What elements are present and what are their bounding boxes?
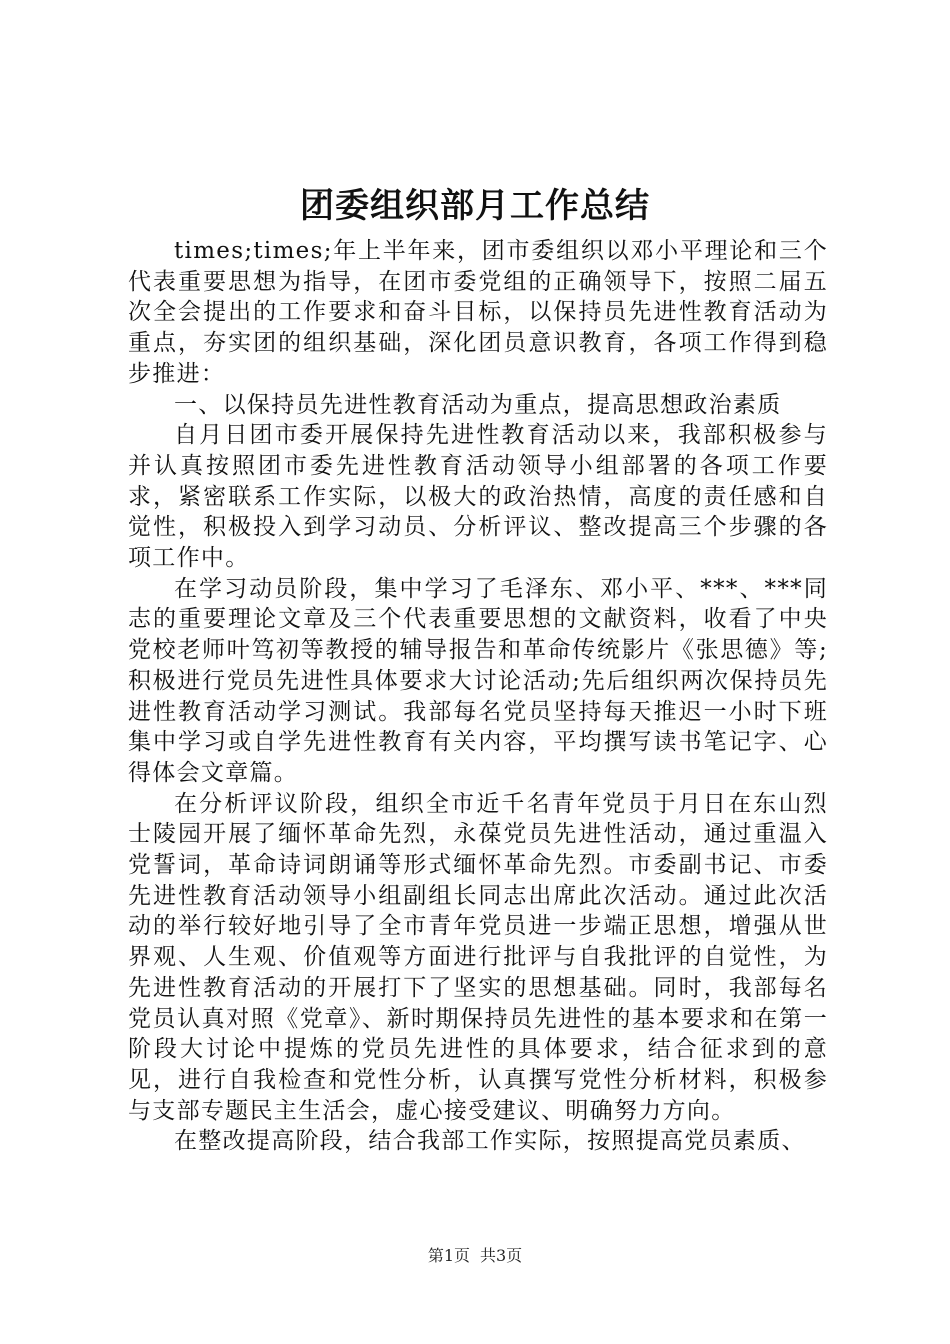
document-body [128, 236, 828, 1157]
page-total: 共3页 [480, 1246, 523, 1265]
paragraph-overview: 自月日团市委开展保持先进性教育活动以来，我部积极参与并认真按照团市委先进性教育活动领导小组部署的各项工作要求，紧密联系工作实际，以极大的政治热情，高度的责任感和自觉性，积极投入到学习动员、分析评议、整改提高三个步骤的各项工作中。 [128, 422, 828, 572]
paragraph-review-stage: 在分析评议阶段，组织全市近千名青年党员于月日在东山烈士陵园开展了缅怀革命先烈，永葆党员先进性活动，通过重温入党誓词，革命诗词朗诵等形式缅怀革命先烈。市委副书记、市委先进性教育活动领导小组副组长同志出席此次活动。通过此次活动的举行较好地引导了全市青年党员进一步端正思想，增强从世界观、人生观、价值观等方面进行批评与自我批评的自觉性，为先进性教育活动的开展打下了坚实的思想基础。同时，我部每名党员认真对照《党章》、新时期保持员先进性的基本要求和在第一阶段大讨论中提炼的党员先进性的具体要求，结合征求到的意见，进行自我检查和党性分析，认真撰写党性分析材料，积极参与支部专题民主生活会，虚心接受建议、明确努力方向。 [128, 790, 828, 1124]
section-heading-1: 一、以保持员先进性教育活动为重点，提高思想政治素质 [174, 391, 782, 418]
document-title: 团委组织部月工作总结 [300, 186, 650, 226]
paragraph-study-stage: 在学习动员阶段，集中学习了毛泽东、邓小平、***、***同志的重要理论文章及三个代表重要思想的文献资料，收看了中央党校老师叶笃初等教授的辅导报告和革命传统影片《张思德》等;积极进行党员先进性具体要求大讨论活动;先后组织两次保持员先进性教育活动学习测试。我部每名党员坚持每天推迟一小时下班集中学习或自学先进性教育有关内容，平均撰写读书笔记字、心得体会文章篇。 [128, 575, 828, 786]
paragraph-rectify-stage: 在整改提高阶段，结合我部工作实际，按照提高党员素质、 [174, 1128, 806, 1155]
page-footer [0, 1246, 950, 1266]
paragraph-intro: times;times;年上半年来，团市委组织以邓小平理论和三个代表重要思想为指导，在团市委党组的正确领导下，按照二届五次全会提出的工作要求和奋斗目标，以保持员先进性教育活动为重点，夯实团的组织基础，深化团员意识教育，各项工作得到稳步推进： [128, 238, 828, 387]
page-number: 第1页 [427, 1246, 470, 1265]
